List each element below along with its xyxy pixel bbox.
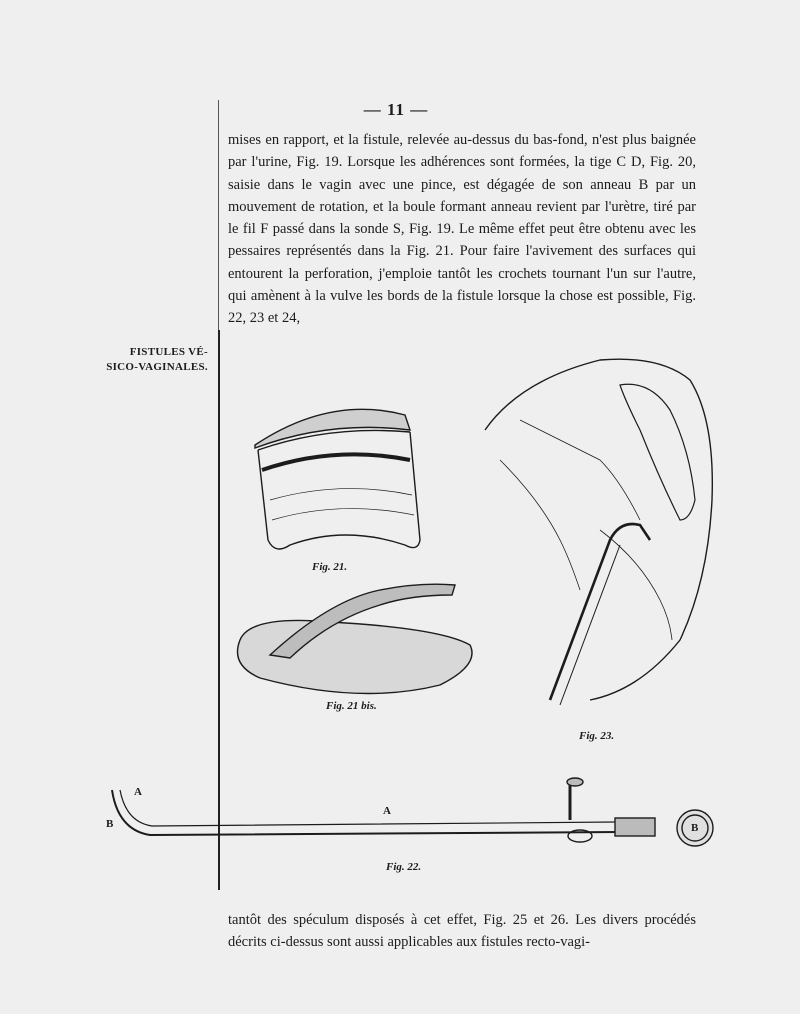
margin-note-text: FISTULES VÉ- SICO-VAGINALES.: [106, 346, 208, 373]
paragraph-bottom: [228, 909, 696, 954]
fig22-letter-a-middle: A: [383, 805, 391, 817]
fig22-hook-drawing: [112, 778, 713, 846]
paragraph-bottom-text: tantôt des spéculum disposés à cet effet, Fig. 25 et 26. Les divers procédés décrits ci-dessus sont aussi applicables aux fistules recto-vagi-: [228, 912, 696, 951]
fig21bis-caption: Fig. 21 bis.: [326, 700, 377, 712]
fig22-letter-b-right: B: [691, 822, 699, 834]
paragraph-top-text: mises en rapport, et la fistule, relevée au-dessus du bas-fond, n'est plus baignée par l'urine, Fig. 19. Lorsque les adhérences sont formées, la tige C D, Fig. 20, saisie dans le vagin avec une pince, est dégagée de son anneau B par un mouvement de rotation, et la boule formant anneau revient par l'urètre, tiré par le fil F passé dans la sonde S, Fig. 19. Le même effet peut être obtenu avec les pessaires représentés dans la Fig. 21. Pour faire l'avivement des surfaces qui entourent la perforation, j'emploie tantôt les crochets tournant l'un sur l'autre, qui amènent à la vulve les bords de la fistule lorsque la chose est possible, Fig. 22, 23 et 24,: [228, 132, 696, 327]
fig23-anatomy-drawing: [485, 359, 712, 705]
fig21bis-pessary-drawing: [238, 584, 473, 693]
fig23-caption: Fig. 23.: [579, 730, 615, 742]
fig21-pessary-drawing: [255, 409, 420, 549]
page-number: — 11 —: [363, 100, 429, 119]
fig22-letter-a-left: A: [134, 786, 142, 798]
fig22-letter-b-left: B: [106, 818, 114, 830]
fig21-caption: Fig. 21.: [312, 561, 348, 573]
fig22-caption: Fig. 22.: [386, 861, 422, 873]
